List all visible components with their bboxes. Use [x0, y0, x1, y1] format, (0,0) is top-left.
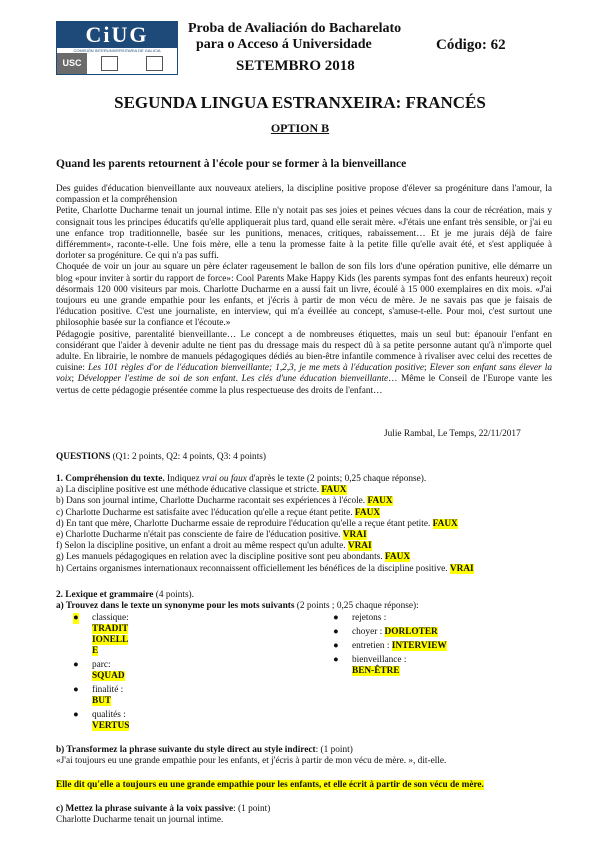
question-text: g) Les manuels pédagogiques en relation avec la discipline positive sont peu abondants.	[56, 552, 385, 563]
article-text	[56, 184, 552, 397]
synonym-label: parc:	[92, 660, 111, 670]
page-title: SEGUNDA LINGUA ESTRANXEIRA: FRANCÉS	[114, 93, 486, 112]
paragraph: Petite, Charlotte Ducharme tenait un journal intime. Elle n'y notait pas ses joies et peines vécues dans la cour de récréation, mais y consignait tous les principes éducatifs qu'elle appliquerait plus tard, quand elle serait mère. «J'étais une enfant très sensible, or j'ai eu une enfance trop traditionnelle, basée sur les punitions, menaces, critiques, rabaissement… Et je me jurais déjà de faire différemment», raconte-t-elle. Une fois mère, elle a tenu la promesse faite à la petite fille qu'elle avait été, et s'est appliquée à dorloter sa progéniture. Ce qui n'a pas suffi.	[56, 206, 552, 262]
answer-badge: VRAI	[342, 530, 367, 541]
question-text: f) Selon la discipline positive, un enfant a droit au même respect qu'un adulte.	[56, 541, 348, 552]
answer-badge: VRAI	[347, 541, 372, 552]
synonym-answer: BUT	[92, 696, 112, 706]
list-item	[56, 552, 552, 563]
synonym-answer: INTERVIEW	[391, 641, 447, 651]
bullet-icon: ●	[73, 710, 79, 720]
synonym-label: choyer :	[352, 627, 385, 637]
synonym-answer: IONELL	[92, 635, 129, 645]
questions-header: QUESTIONS (Q1: 2 points, Q2: 4 points, Q3: 4 points)	[56, 452, 266, 462]
synonym-item	[316, 627, 556, 638]
answer-badge: FAUX	[367, 496, 393, 507]
synonym-list-left	[56, 613, 296, 735]
list-item	[56, 541, 552, 552]
bullet-icon: ●	[73, 613, 79, 623]
answer-badge: FAUX	[384, 552, 411, 563]
paragraph: Choquée de voir un jour au square un père éclater rageusement le ballon de son fils lors d'une opération punitive, elle démarre un blog «pour inviter à sortir du rapport de force»: Cool Parents Make Happy Kids (les parents sympas font des enfants heureux) reçoit désormais 120 000 visiteurs par mois. Charlotte Ducharme en a aussi fait un livre, écoulé à 15 000 exemplaires en dix mois. «J'ai toujours eu une grande empathie pour les enfants, et j'écris à partir de mon vécu de mère. Je ne savais pas que je faisais de l'éducation positive. C'est une journaliste, en interview, qui m'a éveillée au concept, s'amuse-t-elle. Pour moi, c'est surtout une philosophie basée sur la confiance et l'écoute.»	[56, 262, 552, 329]
article-title: Quand les parents retournent à l'école pour se former à la bienveillance	[56, 158, 407, 170]
list-item	[56, 496, 552, 507]
paragraph: Des guides d'éducation bienveillante aux nouveaux ateliers, la discipline positive propose d'élever sa progéniture dans l'amour, la compassion et la compréhension	[56, 184, 552, 206]
list-item	[56, 508, 552, 519]
exam-code: Código: 62	[436, 37, 506, 53]
question-1-instruction: 1. Compréhension du texte. Indiquez vrai ou faux d'après le texte (2 points; 0,25 chaque réponse).	[56, 474, 427, 484]
bullet-icon: ●	[73, 685, 79, 695]
synonym-label: entretien :	[352, 641, 392, 651]
synonym-answer: BEN-ÊTRE	[352, 666, 400, 676]
list-item	[56, 485, 552, 496]
question-text: a) La discipline positive est une méthode éducative classique et stricte.	[56, 485, 322, 496]
synonym-label: finalité :	[92, 685, 124, 695]
bullet-icon: ●	[333, 613, 339, 623]
synonym-item	[316, 655, 556, 666]
list-item	[56, 564, 552, 575]
q2b-sentence: «J'ai toujours eu une grande empathie pour les enfants, et j'écris à partir de mon vécu de mère. », dit-elle.	[56, 756, 447, 767]
logo-subtitle: COMISIÓN INTERUNIVERSITARIA DE GALICIA	[73, 48, 161, 53]
header-line-2: para o Acceso á Universidade	[196, 37, 372, 52]
synonym-list-right	[316, 613, 556, 680]
paragraph: Pédagogie positive, parentalité bienveillante… Le concept a de nombreuses étiquettes, mais un seul but: épanouir l'enfant en considérant que l'aider à devenir adulte ne tient pas du dressage mais du respect dû à sa petite personne autant qu'à n'importe quel adulte. En librairie, le nombre de manuels pédagogiques dédiés au bien-être infantile commence à rivaliser avec celui des recettes de cuisine: Les 101 règles d'or de l'éducation bienveillante; 1,2,3, je me mets à l'éducation positive; Elever son enfant sans élever la voix; Développer l'estime de soi de son enfant. Les clés d'une éducation bienveillante… Même le Conseil de l'Europe vante les vertus de cette pédagogie présentée comme la plus respectueuse des droits de l'enfant…	[56, 329, 552, 396]
option-label: OPTION B	[270, 121, 330, 135]
q2b-answer: Elle dit qu'elle a toujours eu une grande empathie pour les enfants, et elle écrit à partir de son vécu de mère.	[56, 780, 484, 790]
synonym-item	[56, 710, 296, 721]
synonym-answer: SQUAD	[92, 671, 125, 681]
question-text: c) Charlotte Ducharme est satisfaite avec l'éducation qu'elle a reçue étant petite.	[56, 507, 355, 518]
list-item	[56, 530, 552, 541]
bullet-icon: ●	[333, 627, 339, 637]
synonym-item	[316, 613, 556, 624]
article-source: Julie Rambal, Le Temps, 22/11/2017	[384, 429, 521, 439]
question-2b: b) Transformez la phrase suivante du style direct au style indirect: (1 point) «J'ai toujours eu une grande empathie pour les enfants, et j'écris à partir de mon vécu de mère. », dit-elle.	[56, 745, 552, 767]
question-1-items	[56, 485, 552, 575]
synonym-label: rejetons :	[352, 613, 387, 623]
exam-session: SETEMBRO 2018	[236, 58, 355, 74]
synonym-answer: DORLOTER	[384, 627, 438, 637]
synonym-item	[316, 641, 556, 652]
list-item	[56, 519, 552, 530]
synonym-answer: E	[92, 646, 99, 656]
ciug-logo	[56, 21, 178, 75]
synonym-answer: VERTUS	[92, 721, 130, 731]
bullet-icon: ●	[73, 660, 79, 670]
synonym-item	[56, 613, 296, 624]
question-text: e) Charlotte Ducharme n'était pas consciente de faire de l'éducation positive.	[56, 530, 343, 541]
question-2-header: 2. Lexique et grammaire (4 points). a) Trouvez dans le texte un synonyme pour les mots suivants (2 points ; 0,25 chaque réponse):	[56, 590, 419, 612]
answer-badge: FAUX	[321, 485, 347, 496]
q2c-sentence: Charlotte Ducharme tenait un journal intime.	[56, 815, 224, 826]
answer-badge: FAUX	[432, 518, 458, 529]
question-text: b) Dans son journal intime, Charlotte Ducharme racontait ses expériences à l'école.	[56, 496, 368, 507]
question-text: d) En tant que mère, Charlotte Ducharme essaie de reproduire l'éducation qu'elle a reçue étant petite.	[56, 518, 433, 529]
question-2c: c) Mettez la phrase suivante à la voix passive: (1 point) Charlotte Ducharme tenait un journal intime.	[56, 804, 552, 826]
header-line-1: Proba de Avaliación do Bacharelato	[188, 21, 402, 36]
synonym-answer: TRADIT	[92, 624, 129, 634]
logo-ciug-text: CiUG	[57, 22, 177, 48]
logo-usc: USC	[57, 53, 87, 74]
question-1	[56, 474, 552, 575]
answer-badge: VRAI	[449, 563, 474, 574]
synonym-item	[56, 660, 296, 671]
synonym-label: qualités :	[92, 710, 126, 720]
synonym-item	[56, 685, 296, 696]
synonym-label: bienveillance :	[352, 655, 407, 665]
answer-badge: FAUX	[354, 507, 381, 518]
synonym-label: classique:	[92, 613, 129, 623]
bullet-icon: ●	[333, 655, 339, 665]
question-text: h) Certains organismes internationaux reconnaissent officiellement les bénéfices de la discipline positive.	[56, 563, 450, 574]
university-crest-icon	[146, 56, 163, 71]
university-crest-icon	[101, 56, 118, 71]
bullet-icon: ●	[333, 641, 339, 651]
